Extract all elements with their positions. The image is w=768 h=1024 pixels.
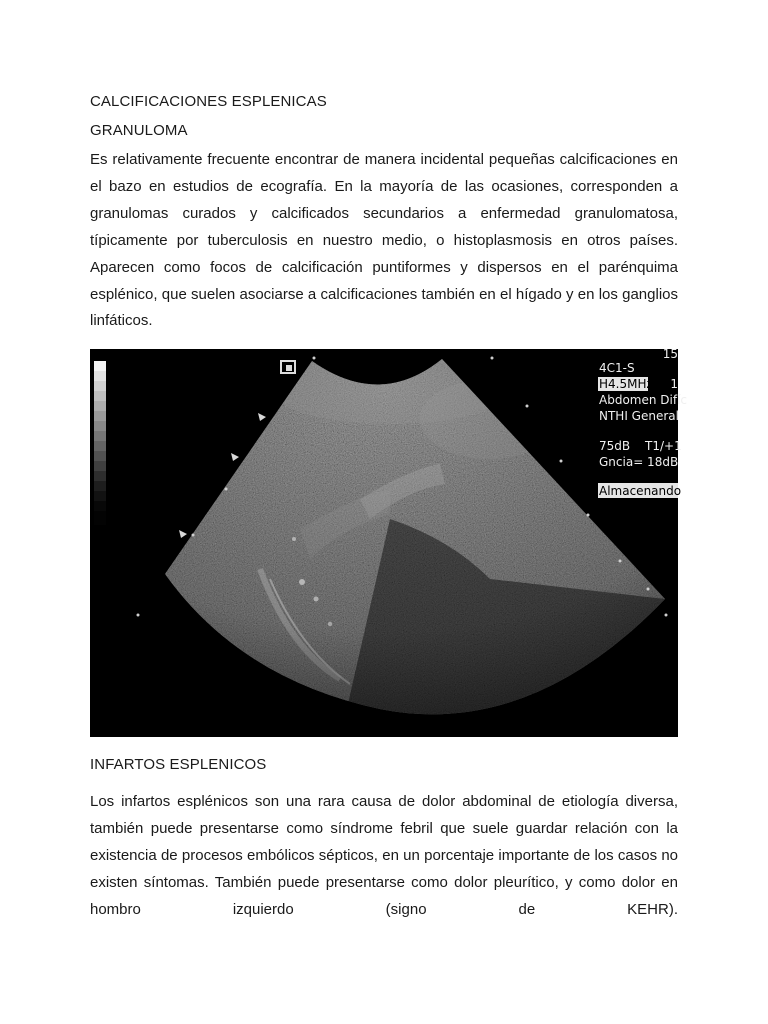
preset-label: Abdomen Difíc: [599, 393, 688, 407]
ultrasound-image: [90, 347, 688, 737]
frequency-suffix: 1: [670, 377, 678, 391]
orientation-marker-icon: [281, 361, 295, 373]
section-title: CALCIFICACIONES ESPLENICAS: [90, 93, 327, 110]
grayscale-bar: [94, 361, 106, 525]
paragraph-granuloma: Es relativamente frecuente encontrar de manera incidental pequeñas calcificaciones en el bazo en estudios de ecografía. En la mayoría de las ocasiones, corresponden a granulomas curados y calcificados secundarios a enfermedad granulomatosa, típicamente por tuberculosis en nuestro medio, o histoplasmosis en otros países. Aparecen como focos de calcificación puntiformes y dispersos en el parénquima esplénico, que suelen asociarse a calcificaciones también en el hígado y en los ganglios linfáticos.: [90, 151, 678, 330]
dynamic-range-label: 75dB: [599, 439, 631, 453]
ultrasound-sector: [90, 349, 678, 739]
persistence-label: T1/+1: [645, 439, 682, 453]
ultrasound-overlay: [598, 347, 687, 498]
subsection-title: GRANULOMA: [90, 122, 188, 139]
section-title-infartos: INFARTOS ESPLENICOS: [90, 756, 267, 773]
mode-label: NTHI General: [599, 409, 679, 423]
probe-label: 4C1-S: [599, 361, 635, 375]
gain-label: Gncia= 18dB: [599, 455, 679, 469]
status-label: Almacenando: [599, 484, 682, 498]
frequency-label: H4.5MHz: [599, 377, 653, 391]
paragraph-infartos: Los infartos esplénicos son una rara causa de dolor abdominal de etiología diversa, también puede presentarse como síndrome febril que suele guardar relación con la existencia de procesos embólicos sépticos, en un porcentaje importante de los casos no existen síntomas. También puede presentarse como dolor pleurítico, y como dolor en hombro izquierdo (signo de KEHR).: [90, 793, 678, 918]
corner-number: 15: [662, 347, 678, 361]
